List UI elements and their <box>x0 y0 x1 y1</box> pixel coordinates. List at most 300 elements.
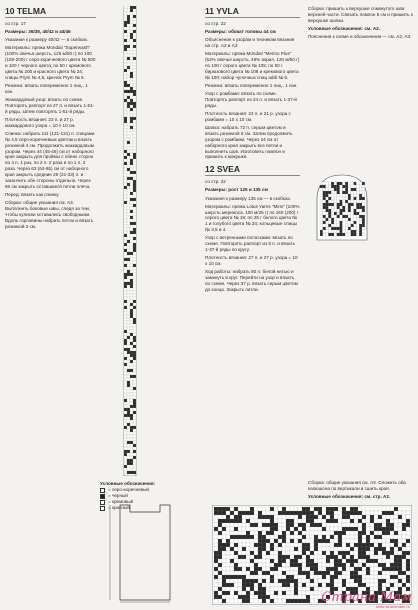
chart-cell <box>124 9 127 12</box>
chart-cell <box>386 575 390 579</box>
chart-cell <box>402 527 406 531</box>
chart-cell <box>130 153 133 156</box>
chart-cell <box>302 575 306 579</box>
chart-cell <box>298 563 302 567</box>
chart-cell <box>326 233 329 236</box>
chart-cell <box>338 515 342 519</box>
chart-cell <box>322 527 326 531</box>
chart-cell <box>356 212 359 215</box>
chart-cell <box>127 243 130 246</box>
chart-cell <box>345 197 348 200</box>
chart-cell <box>270 507 274 511</box>
chart-cell <box>124 168 127 171</box>
chart-cell <box>130 276 133 279</box>
chart-cell <box>328 224 331 227</box>
chart-cell <box>278 523 282 527</box>
chart-cell <box>328 209 331 212</box>
chart-cell <box>130 99 133 102</box>
chart-cell <box>127 69 130 72</box>
chart-cell <box>286 535 290 539</box>
chart-cell <box>127 465 130 468</box>
chart-cell <box>362 523 366 527</box>
chart-cell <box>124 48 127 51</box>
chart-cell <box>326 579 330 583</box>
chart-cell <box>342 547 346 551</box>
chart-cell <box>130 156 133 159</box>
chart-cell <box>127 45 130 48</box>
legend-text: = черный <box>108 493 128 498</box>
chart-cell <box>130 84 133 87</box>
chart-cell <box>370 571 374 575</box>
chart-cell <box>133 42 136 45</box>
chart-cell <box>130 363 133 366</box>
chart-cell <box>130 36 133 39</box>
chart-cell <box>386 531 390 535</box>
chart-cell <box>378 507 382 511</box>
chart-cell <box>270 583 274 587</box>
chart-cell <box>230 579 234 583</box>
chart-cell <box>378 563 382 567</box>
chart-cell <box>242 527 246 531</box>
chart-cell <box>326 224 329 227</box>
chart-cell <box>310 579 314 583</box>
chart-cell <box>124 402 127 405</box>
chart-cell <box>124 288 127 291</box>
chart-cell <box>282 515 286 519</box>
chart-cell <box>358 555 362 559</box>
chart-cell <box>278 531 282 535</box>
chart-cell <box>290 507 294 511</box>
chart-cell <box>337 221 340 224</box>
chart-cell <box>354 515 358 519</box>
chart-cell <box>314 591 318 595</box>
chart-cell <box>323 200 326 203</box>
chart-cell <box>130 267 133 270</box>
chart-cell <box>234 559 238 563</box>
chart-cell <box>328 233 331 236</box>
chart-cell <box>359 191 362 194</box>
chart-cell <box>302 583 306 587</box>
chart-cell <box>133 267 136 270</box>
chart-cell <box>394 551 398 555</box>
chart-cell <box>133 342 136 345</box>
chart-cell <box>322 555 326 559</box>
chart-cell <box>386 583 390 587</box>
chart-cell <box>130 279 133 282</box>
chart-cell <box>230 599 234 603</box>
chart-cell <box>354 215 357 218</box>
chart-cell <box>362 197 365 200</box>
chart-cell <box>342 194 345 197</box>
chart-cell <box>350 523 354 527</box>
chart-cell <box>124 267 127 270</box>
chart-cell <box>302 555 306 559</box>
chart-cell <box>356 206 359 209</box>
chart-cell <box>124 195 127 198</box>
chart-cell <box>323 191 326 194</box>
chart-cell <box>340 197 343 200</box>
chart-cell <box>323 197 326 200</box>
chart-cell <box>124 138 127 141</box>
chart-cell <box>124 456 127 459</box>
chart-cell <box>133 216 136 219</box>
chart-cell <box>133 9 136 12</box>
chart-cell <box>133 303 136 306</box>
chart-cell <box>124 114 127 117</box>
chart-cell <box>133 186 136 189</box>
chart-cell <box>242 583 246 587</box>
chart-cell <box>406 575 410 579</box>
chart-cell <box>127 327 130 330</box>
chart-cell <box>406 543 410 547</box>
chart-cell <box>330 527 334 531</box>
chart-cell <box>124 93 127 96</box>
chart-cell <box>286 579 290 583</box>
chart-cell <box>334 188 337 191</box>
chart-cell <box>374 575 378 579</box>
chart-cell <box>130 27 133 30</box>
chart-cell <box>124 465 127 468</box>
chart-cell <box>127 267 130 270</box>
yvla-materials: Материалы: пряжа Mondial "Merino Plus" (52% овечья шерсть, 48% акрил, 120 м/50 г) по 100 г серого цвета № 105; по 50 г бирюзового цвета № 106 и кремового цвета № 100; набор чулочных спиц addi № 6. <box>205 51 300 80</box>
chart-cell <box>133 120 136 123</box>
chart-cell <box>348 200 351 203</box>
chart-cell <box>342 233 345 236</box>
chart-cell <box>124 210 127 213</box>
chart-cell <box>127 255 130 258</box>
chart-cell <box>266 535 270 539</box>
chart-cell <box>127 228 130 231</box>
chart-cell <box>133 300 136 303</box>
chart-cell <box>274 507 278 511</box>
chart-cell <box>133 411 136 414</box>
chart-cell <box>130 192 133 195</box>
chart-cell <box>218 519 222 523</box>
chart-cell <box>214 543 218 547</box>
chart-cell <box>258 515 262 519</box>
chart-cell <box>342 575 346 579</box>
chart-cell <box>246 551 250 555</box>
chart-cell <box>326 551 330 555</box>
chart-cell <box>214 563 218 567</box>
chart-cell <box>214 587 218 591</box>
chart-cell <box>362 221 365 224</box>
chart-cell <box>286 551 290 555</box>
chart-cell <box>366 523 370 527</box>
chart-cell <box>342 511 346 515</box>
chart-cell <box>124 333 127 336</box>
chart-cell <box>318 543 322 547</box>
chart-cell <box>133 294 136 297</box>
chart-cell <box>286 583 290 587</box>
chart-cell <box>130 264 133 267</box>
chart-cell <box>354 567 358 571</box>
chart-cell <box>334 531 338 535</box>
chart-cell <box>130 15 133 18</box>
chart-cell <box>298 575 302 579</box>
chart-cell <box>124 51 127 54</box>
chart-cell <box>314 511 318 515</box>
chart-cell <box>124 414 127 417</box>
chart-cell <box>124 339 127 342</box>
chart-cell <box>250 527 254 531</box>
chart-cell <box>127 249 130 252</box>
chart-cell <box>246 519 250 523</box>
chart-cell <box>133 183 136 186</box>
chart-cell <box>394 555 398 559</box>
chart-cell <box>358 579 362 583</box>
chart-cell <box>130 222 133 225</box>
chart-cell <box>127 168 130 171</box>
chart-cell <box>274 515 278 519</box>
chart-cell <box>124 387 127 390</box>
chart-cell <box>354 511 358 515</box>
chart-cell <box>133 279 136 282</box>
chart-cell <box>359 203 362 206</box>
chart-cell <box>294 563 298 567</box>
chart-cell <box>124 96 127 99</box>
chart-cell <box>362 233 365 236</box>
chart-cell <box>222 591 226 595</box>
chart-cell <box>337 218 340 221</box>
chart-cell <box>330 551 334 555</box>
chart-cell <box>124 408 127 411</box>
chart-cell <box>386 507 390 511</box>
chart-cell <box>238 515 242 519</box>
chart-cell <box>124 252 127 255</box>
telma-schematic <box>100 500 195 605</box>
chart-cell <box>127 126 130 129</box>
chart-cell <box>238 563 242 567</box>
chart-cell <box>127 105 130 108</box>
chart-cell <box>406 571 410 575</box>
chart-cell <box>294 579 298 583</box>
telma-front: Перед: вязать как спинку. <box>5 192 60 198</box>
chart-cell <box>306 547 310 551</box>
chart-cell <box>302 511 306 515</box>
chart-cell <box>394 527 398 531</box>
chart-cell <box>124 321 127 324</box>
chart-cell <box>266 575 270 579</box>
chart-cell <box>290 559 294 563</box>
chart-cell <box>133 285 136 288</box>
chart-cell <box>130 270 133 273</box>
chart-cell <box>127 114 130 117</box>
chart-cell <box>133 243 136 246</box>
chart-cell <box>124 69 127 72</box>
chart-cell <box>328 185 331 188</box>
chart-cell <box>358 535 362 539</box>
chart-cell <box>346 519 350 523</box>
chart-cell <box>323 194 326 197</box>
chart-cell <box>362 519 366 523</box>
chart-cell <box>238 527 242 531</box>
chart-cell <box>270 523 274 527</box>
chart-cell <box>226 567 230 571</box>
chart-cell <box>306 595 310 599</box>
chart-cell <box>378 535 382 539</box>
chart-cell <box>350 543 354 547</box>
chart-cell <box>362 212 365 215</box>
chart-cell <box>334 547 338 551</box>
chart-cell <box>320 206 323 209</box>
chart-cell <box>127 30 130 33</box>
chart-cell <box>318 539 322 543</box>
chart-cell <box>328 215 331 218</box>
chart-cell <box>342 224 345 227</box>
right-legend-title: Условные обозначения: см. А2. <box>308 25 380 31</box>
chart-cell <box>286 587 290 591</box>
chart-cell <box>127 54 130 57</box>
chart-cell <box>124 429 127 432</box>
chart-cell <box>130 444 133 447</box>
chart-cell <box>218 567 222 571</box>
chart-cell <box>133 414 136 417</box>
chart-cell <box>218 559 222 563</box>
chart-cell <box>124 63 127 66</box>
chart-cell <box>354 555 358 559</box>
chart-cell <box>133 318 136 321</box>
chart-cell <box>262 599 266 603</box>
chart-cell <box>386 555 390 559</box>
chart-cell <box>218 591 222 595</box>
chart-cell <box>133 219 136 222</box>
chart-cell <box>127 60 130 63</box>
chart-cell <box>330 539 334 543</box>
chart-cell <box>310 551 314 555</box>
chart-cell <box>358 531 362 535</box>
chart-cell <box>124 459 127 462</box>
telma-density: Плотность вязания: 23 п. и 27 р. жаккардового узора = 10 x 10 см. <box>5 116 76 128</box>
chart-cell <box>133 39 136 42</box>
chart-cell <box>130 162 133 165</box>
chart-cell <box>124 306 127 309</box>
chart-cell <box>278 575 282 579</box>
chart-cell <box>258 527 262 531</box>
chart-cell <box>234 539 238 543</box>
chart-cell <box>226 563 230 567</box>
chart-cell <box>127 354 130 357</box>
chart-cell <box>127 348 130 351</box>
chart-cell <box>366 519 370 523</box>
chart-cell <box>133 291 136 294</box>
chart-cell <box>124 228 127 231</box>
chart-cell <box>133 153 136 156</box>
chart-cell <box>326 206 329 209</box>
chart-cell <box>127 135 130 138</box>
chart-cell <box>214 559 218 563</box>
chart-cell <box>351 197 354 200</box>
chart-cell <box>331 206 334 209</box>
chart-cell <box>362 188 365 191</box>
chart-cell <box>127 381 130 384</box>
chart-cell <box>130 204 133 207</box>
chart-cell <box>124 393 127 396</box>
chart-cell <box>246 555 250 559</box>
chart-cell <box>270 575 274 579</box>
chart-cell <box>127 162 130 165</box>
chart-cell <box>230 535 234 539</box>
chart-cell <box>342 579 346 583</box>
chart-cell <box>382 515 386 519</box>
chart-cell <box>345 233 348 236</box>
chart-cell <box>130 333 133 336</box>
chart-cell <box>334 182 337 185</box>
chart-cell <box>340 221 343 224</box>
chart-cell <box>130 12 133 15</box>
chart-cell <box>254 563 258 567</box>
chart-cell <box>254 571 258 575</box>
chart-cell <box>390 511 394 515</box>
chart-cell <box>374 547 378 551</box>
chart-cell <box>342 551 346 555</box>
chart-cell <box>402 507 406 511</box>
chart-cell <box>250 547 254 551</box>
chart-cell <box>320 224 323 227</box>
chart-cell <box>262 527 266 531</box>
chart-cell <box>262 567 266 571</box>
chart-cell <box>250 579 254 583</box>
chart-cell <box>130 366 133 369</box>
chart-cell <box>218 515 222 519</box>
right-column <box>308 6 414 42</box>
chart-cell <box>294 575 298 579</box>
chart-cell <box>320 221 323 224</box>
chart-cell <box>382 563 386 567</box>
chart-cell <box>326 188 329 191</box>
chart-cell <box>362 547 366 551</box>
chart-cell <box>130 378 133 381</box>
site-url: www.stranamam.ru <box>375 604 410 609</box>
chart-cell <box>226 523 230 527</box>
legend-item <box>100 505 195 511</box>
chart-cell <box>262 583 266 587</box>
chart-cell <box>374 583 378 587</box>
legend-text: = серо-коричневый <box>108 487 149 492</box>
chart-cell <box>230 547 234 551</box>
chart-cell <box>322 575 326 579</box>
chart-cell <box>127 201 130 204</box>
chart-cell <box>358 527 362 531</box>
chart-cell <box>133 72 136 75</box>
chart-cell <box>294 535 298 539</box>
chart-cell <box>330 531 334 535</box>
chart-cell <box>338 563 342 567</box>
chart-cell <box>282 563 286 567</box>
chart-cell <box>130 369 133 372</box>
chart-cell <box>266 547 270 551</box>
chart-cell <box>127 288 130 291</box>
chart-cell <box>390 547 394 551</box>
chart-cell <box>258 535 262 539</box>
chart-cell <box>356 230 359 233</box>
chart-cell <box>314 543 318 547</box>
chart-cell <box>322 515 326 519</box>
chart-cell <box>345 212 348 215</box>
chart-cell <box>406 555 410 559</box>
chart-cell <box>234 579 238 583</box>
chart-cell <box>238 579 242 583</box>
chart-cell <box>370 507 374 511</box>
chart-cell <box>234 507 238 511</box>
chart-cell <box>133 144 136 147</box>
chart-cell <box>130 141 133 144</box>
chart-cell <box>262 507 266 511</box>
chart-cell <box>130 93 133 96</box>
chart-cell <box>370 527 374 531</box>
chart-cell <box>298 527 302 531</box>
chart-cell <box>127 147 130 150</box>
